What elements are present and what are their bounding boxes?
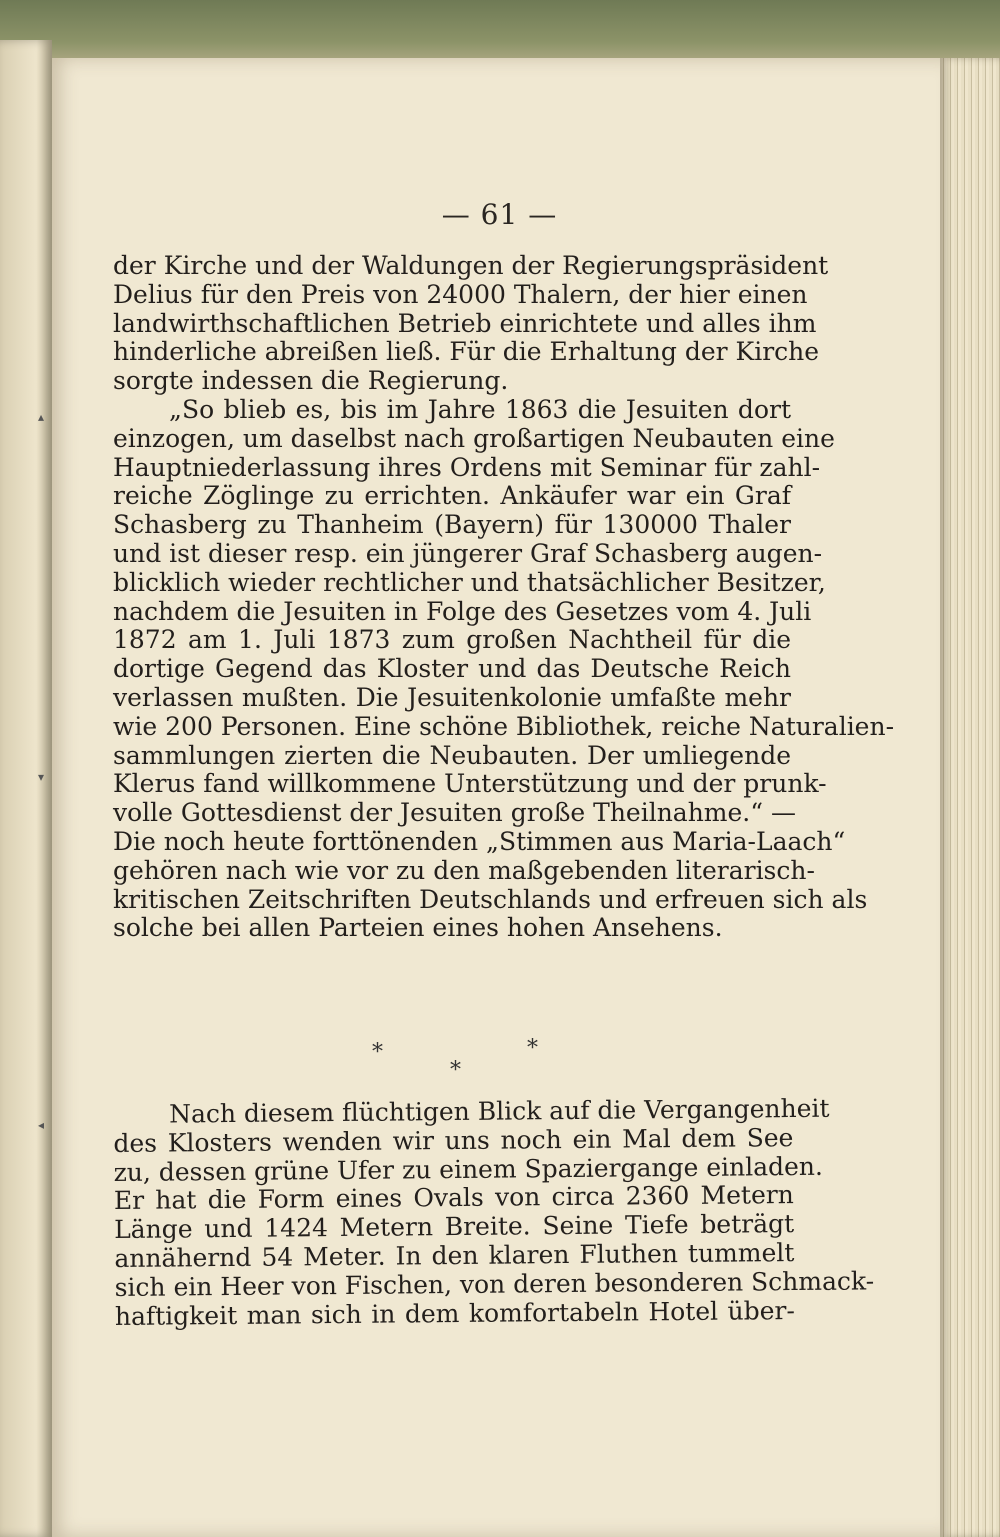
main-text-block [113,251,895,943]
text-line: solche bei allen Parteien eines hohen Ansehens. [113,913,723,943]
text-line: landwirthschaftlichen Betrieb einrichtete und alles ihm [113,308,817,338]
margin-mark: ◂ [38,1118,45,1132]
text-line: der Kirche und der Waldungen der Regierungspräsident [113,251,829,280]
separator-star-left: * [372,1040,383,1065]
text-line: hinderliche abreißen ließ. Für die Erhaltung der Kirche [113,337,820,367]
text-line: Er hat die Form eines Ovals von circa 2360 Metern [113,1180,794,1216]
text-line: volle Gottesdienst der Jesuiten große Theilnahme.“ — [113,798,796,828]
text-line: annähernd 54 Meter. In den klaren Fluthen tummelt [114,1238,795,1273]
text-line: Klerus fand willkommene Unterstützung und der prunk- [113,769,827,799]
text-line: wie 200 Personen. Eine schöne Bibliothek, reiche Naturalien- [113,711,895,741]
paragraph-3 [113,1093,875,1331]
text-line: gehören nach wie vor zu den maßgebenden literarisch- [113,855,815,885]
text-line: Hauptniederlassung ihres Ordens mit Seminar für zahl- [113,452,821,482]
text-line: 1872 am 1. Juli 1873 zum großen Nachtheil für die [113,625,791,655]
text-line: reiche Zöglinge zu errichten. Ankäufer war ein Graf [113,481,791,511]
text-line: einzogen, um daselbst nach großartigen Neubauten eine [113,423,835,453]
text-line: haftigkeit man sich in dem komfortabeln Hotel über- [114,1295,795,1331]
text-line: verlassen mußten. Die Jesuitenkolonie umfaßte mehr [113,682,791,712]
text-line: „So blieb es, bis im Jahre 1863 die Jesuiten dort [169,394,791,424]
text-line: Nach diesem flüchtigen Blick auf die Vergangenheit [168,1093,830,1129]
separator-star-right: * [527,1036,538,1061]
page-number: — 61 — [441,198,558,231]
separator-star-bottom: * [450,1058,461,1083]
text-line: blicklich wieder rechtlicher und thatsächlicher Besitzer, [113,567,826,597]
text-line: Delius für den Preis von 24000 Thalern, der hier einen [113,279,808,309]
paragraph-1 [113,251,829,396]
text-line: Länge und 1424 Metern Breite. Seine Tiefe beträgt [114,1209,795,1245]
text-line: sich ein Heer von Fischen, von deren besonderen Schmack- [114,1266,875,1302]
section-separator [340,1036,580,1090]
text-line: kritischen Zeitschriften Deutschlands und erfreuen sich als [113,884,868,914]
text-line: zu, dessen grüne Ufer zu einem Spaziergange einladen. [113,1151,824,1187]
margin-mark: ▾ [38,770,45,784]
text-line: Schasberg zu Thanheim (Bayern) für 130000 Thaler [113,510,791,540]
text-line: nachdem die Jesuiten in Folge des Gesetzes vom 4. Juli [113,596,812,626]
text-line: sammlungen zierten die Neubauten. Der umliegende [113,740,791,770]
left-page-edge [0,40,52,1537]
text-line: und ist dieser resp. ein jüngerer Graf Schasberg augen- [113,538,823,568]
margin-mark: ▴ [38,410,45,424]
paragraph-2 [113,394,895,943]
text-line: sorgte indessen die Regierung. [113,366,509,396]
text-line: des Klosters wenden wir uns noch ein Mal dem See [113,1122,794,1158]
text-line: dortige Gegend das Kloster und das Deutsche Reich [113,654,791,684]
page-fore-edge [940,58,1000,1537]
text-line: Die noch heute forttönenden „Stimmen aus Maria-Laach“ [113,826,846,856]
